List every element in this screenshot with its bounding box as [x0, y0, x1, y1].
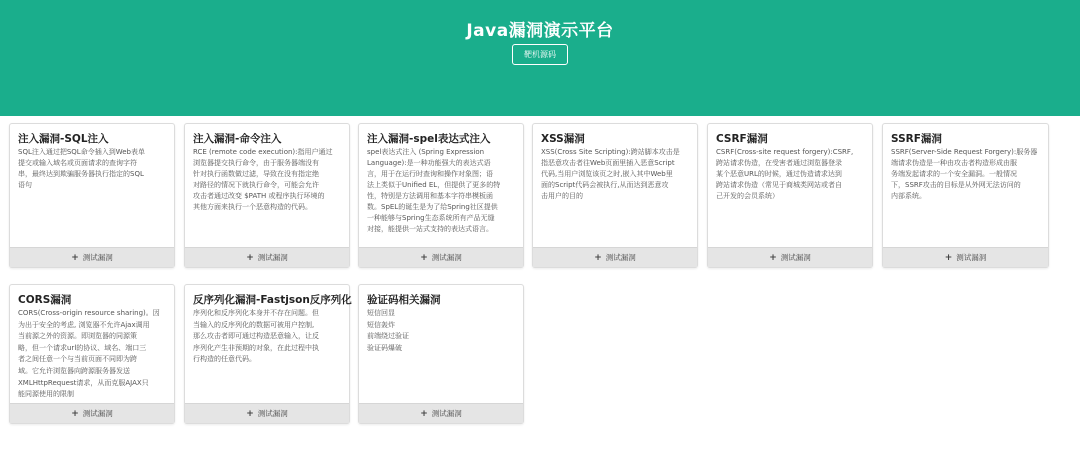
card-csrf [707, 123, 873, 268]
plus-icon: + [420, 253, 428, 263]
card-title: SSRF漏洞 [891, 133, 942, 145]
card-description: SQL注入通过把SQL命令插入到Web表单 提交或输入域名或页面请求的查询字符 串，最终达到欺骗服务器执行指定的SQL 语句 [18, 148, 145, 189]
card-command-injection [184, 123, 350, 268]
plus-icon: + [769, 253, 777, 263]
card-title: XSS漏洞 [541, 133, 585, 145]
card-description: CSRF(Cross-site request forgery):CSRF, 跨站请求伪造，在受害者通过浏览器登录 某个恶意URL的时候，通过伪造请求达到 跨站请求伪造（常见于商城类网站或者自 己开发的会员系统） [716, 148, 854, 200]
test-vuln-button[interactable] [533, 247, 697, 267]
source-code-button[interactable]: 靶机源码 [512, 44, 568, 65]
test-vuln-button[interactable] [359, 403, 523, 423]
card-description: SSRF(Server-Side Request Forgery):服务器 端请求伪造是一种由攻击者构造形成由服 务端发起请求的一个安全漏洞。一般情况 下，SSRF攻击的目标是从外网无法访问的 内部系统。 [891, 148, 1038, 200]
card-title: 验证码相关漏洞 [367, 294, 441, 306]
card-description: 短信回显 短信轰炸 前端绕过验证 验证码爆破 [367, 309, 409, 352]
test-vuln-label: 测试漏洞 [82, 409, 113, 418]
test-vuln-button[interactable] [185, 403, 349, 423]
plus-icon: + [944, 253, 953, 263]
card-xss [532, 123, 698, 268]
test-vuln-label: 测试漏洞 [605, 253, 636, 262]
test-vuln-button[interactable] [359, 247, 523, 267]
plus-icon: + [246, 253, 254, 263]
plus-icon: + [246, 409, 254, 419]
card-cors [9, 284, 175, 424]
plus-icon: + [420, 409, 428, 419]
card-title: 注入漏洞-命令注入 [193, 133, 282, 145]
test-vuln-button[interactable] [883, 247, 1048, 267]
card-ssrf [882, 123, 1049, 268]
test-vuln-label: 测试漏洞 [431, 409, 462, 418]
card-title: CORS漏洞 [18, 294, 72, 306]
card-sql-injection [9, 123, 175, 268]
test-vuln-label: 测试漏洞 [431, 253, 462, 262]
test-vuln-button[interactable] [708, 247, 872, 267]
card-description: spel表达式注入 (Spring Expression Language):是一种功能强大的表达式语 言，用于在运行时查询和操作对象图；语 法上类似于Unified EL，但提供了更多的特 性，特别是方法调用和基本字符串模板函 数。SpEL的诞生是为了给Spring社区提供 一种能够与Spring生态系统所有产品无缝 对接，能提供一站式支持的表达式语言。 [367, 148, 501, 233]
card-description: XSS(Cross Site Scripting):跨站脚本攻击是 指恶意攻击者往Web页面里插入恶意Script 代码,当用户浏览该页之时,嵌入其中Web里 面的Script代码会被执行,从而达到恶意攻 击用户的目的 [541, 148, 680, 200]
page-title: Java漏洞演示平台 [466, 21, 614, 41]
card-captcha [358, 284, 524, 424]
test-vuln-label: 测试漏洞 [82, 253, 113, 262]
card-title: CSRF漏洞 [716, 133, 768, 145]
card-title: 反序列化漏洞-Fastjson反序列化 [193, 294, 352, 306]
card-description: RCE (remote code execution):指用户通过 浏览器提交执行命令，由于服务器端没有 针对执行函数做过滤，导致在没有指定绝 对路径的情况下就执行命令，可能会允许 攻击者通过改变 $PATH 或程序执行环境的 其他方面来执行一个恶意构造的代码。 [193, 148, 333, 211]
header-banner [0, 0, 1080, 116]
test-vuln-label: 测试漏洞 [257, 253, 288, 262]
card-title: 注入漏洞-spel表达式注入 [367, 133, 491, 145]
test-vuln-label: 测试漏洞 [956, 253, 987, 262]
card-description: CORS(Cross-origin resource sharing)。因 为出于安全的考虑, 浏览器不允许Ajax调用 当前源之外的资源。即浏览器的同源策 略，但一个请求url的协议、域名、端口三 者之间任意一个与当前页面不同即为跨 域。它允许浏览器向跨源服务器发送 XMLHttpRequest请求，从而克服AJAX只 能同源使用的限制 [18, 309, 160, 399]
test-vuln-button[interactable] [10, 403, 174, 423]
test-vuln-label: 测试漏洞 [257, 409, 288, 418]
plus-icon: + [71, 409, 79, 419]
card-fastjson-deserialization [184, 284, 350, 424]
test-vuln-label: 测试漏洞 [780, 253, 811, 262]
plus-icon: + [71, 253, 79, 263]
card-title: 注入漏洞-SQL注入 [18, 133, 109, 145]
test-vuln-button[interactable] [185, 247, 349, 267]
card-description: 序列化和反序列化本身并不存在问题。但 当输入的反序列化的数据可被用户控制, 那么攻击者即可通过构造恶意输入，让反 序列化产生非预期的对象，在此过程中执 行构造的任意代码。 [193, 309, 319, 364]
card-spel-injection [358, 123, 524, 268]
test-vuln-button[interactable] [10, 247, 174, 267]
plus-icon: + [594, 253, 602, 263]
